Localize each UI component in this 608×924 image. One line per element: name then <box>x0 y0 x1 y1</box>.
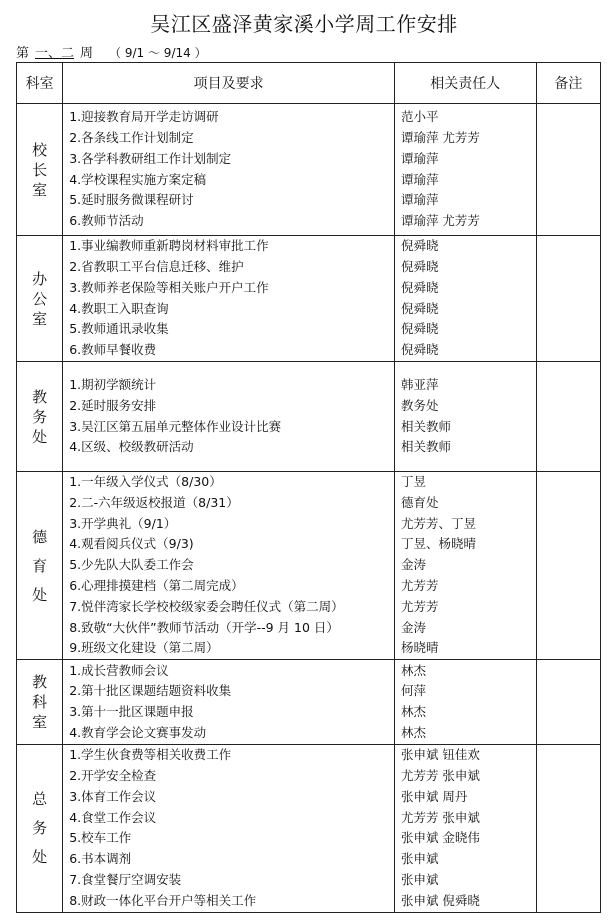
task-item: 8.财政一体化平台开户等相关工作 <box>69 892 257 908</box>
responsible-person: 金涛 <box>400 619 426 635</box>
responsible-person: 林杰 <box>400 724 426 740</box>
task-item: 6.书本调剂 <box>69 851 132 867</box>
week-numbers: 一、二 <box>35 46 75 61</box>
week-suffix: 周 <box>80 46 94 61</box>
responsible-person: 张申斌 周丹 <box>400 788 468 804</box>
dept-char: 室 <box>32 309 48 328</box>
task-item: 1.一年级入学仪式（8/30） <box>69 474 222 489</box>
dept-char: 教 <box>32 673 48 692</box>
responsible-person: 林杰 <box>400 662 426 678</box>
responsible-person: 尤芳芳 <box>400 577 439 593</box>
responsible-person: 谭瑜萍 <box>400 150 439 166</box>
task-item: 7.食堂餐厅空调安装 <box>69 871 182 887</box>
responsible-person: 张申斌 倪舜晓 <box>400 892 480 908</box>
task-item: 5.延时服务微课程研讨 <box>69 192 194 208</box>
document-title: 吴江区盛泽黄家溪小学周工作安排 <box>150 12 458 36</box>
dept-char: 处 <box>32 585 48 604</box>
items-cell <box>63 745 395 912</box>
responsible-person: 相关教师 <box>400 418 451 434</box>
table-row <box>17 362 601 472</box>
task-item: 2.各条线工作计划制定 <box>69 129 194 145</box>
dept-char: 德 <box>32 527 48 546</box>
dept-char: 总 <box>32 790 48 809</box>
remark-cell <box>536 745 600 912</box>
dept-cell <box>17 362 63 472</box>
header-people: 相关责任人 <box>394 63 536 104</box>
responsible-person: 韩亚萍 <box>400 376 439 392</box>
responsible-person: 尤芳芳、丁昱 <box>400 515 476 531</box>
task-item: 3.第十一批区课题申报 <box>69 704 194 720</box>
task-item: 5.校车工作 <box>69 830 132 846</box>
task-item: 5.教师通讯录收集 <box>69 321 169 337</box>
schedule-table <box>16 62 601 913</box>
responsible-person: 倪舜晓 <box>400 279 439 295</box>
people-cell <box>394 236 536 362</box>
responsible-person: 谭瑜萍 尤芳芳 <box>400 129 480 145</box>
responsible-person: 倪舜晓 <box>400 258 439 274</box>
responsible-person: 相关教师 <box>400 439 451 455</box>
dept-cell <box>17 660 63 745</box>
dept-char: 处 <box>32 848 48 867</box>
responsible-person: 尤芳芳 <box>400 598 439 614</box>
remark-cell <box>536 472 600 660</box>
responsible-person: 教务处 <box>400 397 439 413</box>
responsible-person: 丁昱、杨晓晴 <box>400 536 476 552</box>
items-cell <box>63 472 395 660</box>
remark-cell <box>536 362 600 472</box>
table-row <box>17 660 601 745</box>
task-item: 4.观看阅兵仪式（9/3) <box>69 536 194 552</box>
table-row <box>17 472 601 660</box>
task-item: 4.教育学会论文赛事发动 <box>69 724 207 740</box>
dept-char: 务 <box>32 819 48 838</box>
dept-cell <box>17 236 63 362</box>
responsible-person: 张申斌 钮佳欢 <box>400 747 480 763</box>
dept-char: 育 <box>32 556 48 575</box>
date-range: （ 9/1 〜 9/14 ） <box>109 46 207 60</box>
responsible-person: 尤芳芳 张申斌 <box>400 767 480 783</box>
task-item: 1.迎接教育局开学走访调研 <box>69 109 219 125</box>
table-row <box>17 236 601 362</box>
table-header-row <box>17 63 601 104</box>
dept-cell <box>17 104 63 236</box>
people-cell <box>394 104 536 236</box>
task-item: 2.延时服务安排 <box>69 397 157 413</box>
task-item: 2.开学安全检查 <box>69 767 157 783</box>
task-item: 3.开学典礼（9/1） <box>69 515 177 531</box>
responsible-person: 谭瑜萍 <box>400 192 439 208</box>
responsible-person: 张申斌 金晓伟 <box>400 830 480 846</box>
dept-char: 教 <box>32 387 48 406</box>
people-cell <box>394 472 536 660</box>
dept-char: 校 <box>32 140 48 159</box>
week-prefix: 第 <box>16 46 30 61</box>
dept-char: 科 <box>32 693 48 712</box>
remark-cell <box>536 236 600 362</box>
people-cell <box>394 745 536 912</box>
dept-char: 室 <box>32 713 48 732</box>
responsible-person: 范小平 <box>400 109 439 125</box>
task-item: 6.教师早餐收费 <box>69 342 157 358</box>
remark-cell <box>536 660 600 745</box>
responsible-person: 张申斌 <box>400 871 439 887</box>
responsible-person: 谭瑜萍 <box>400 171 439 187</box>
dept-char: 室 <box>32 180 48 199</box>
task-item: 9.班级文化建设（第二周） <box>69 640 219 656</box>
task-item: 5.少先队大队委工作会 <box>69 557 194 573</box>
responsible-person: 金涛 <box>400 557 426 573</box>
task-item: 4.区级、校级教研活动 <box>69 439 194 455</box>
task-item: 6.教师节活动 <box>69 213 144 229</box>
items-cell <box>63 362 395 472</box>
header-dept: 科室 <box>17 63 63 104</box>
task-item: 3.各学科教研组工作计划制定 <box>69 150 232 166</box>
responsible-person: 倪舜晓 <box>400 342 439 358</box>
responsible-person: 倪舜晓 <box>400 238 439 254</box>
dept-char: 处 <box>32 427 48 446</box>
responsible-person: 德育处 <box>400 494 439 510</box>
task-item: 6.心理排摸建档（第二周完成） <box>69 577 244 593</box>
dept-char: 办 <box>32 269 48 288</box>
people-cell <box>394 660 536 745</box>
task-item: 1.学生伙食费等相关收费工作 <box>69 747 232 763</box>
responsible-person: 何萍 <box>400 683 426 699</box>
task-item: 2.省教职工平台信息迁移、维护 <box>69 258 244 274</box>
week-range-line <box>16 42 207 61</box>
dept-char: 长 <box>32 160 48 179</box>
remark-cell <box>536 104 600 236</box>
responsible-person: 尤芳芳 张申斌 <box>400 809 480 825</box>
items-cell <box>63 660 395 745</box>
dept-cell <box>17 745 63 912</box>
responsible-person: 倪舜晓 <box>400 300 439 316</box>
table-row <box>17 104 601 236</box>
task-item: 1.期初学额统计 <box>69 376 157 392</box>
dept-cell <box>17 472 63 660</box>
task-item: 3.教师养老保险等相关账户开户工作 <box>69 279 269 295</box>
dept-char: 务 <box>32 407 48 426</box>
task-item: 3.吴江区第五届单元整体作业设计比赛 <box>69 418 282 434</box>
people-cell <box>394 362 536 472</box>
responsible-person: 谭瑜萍 尤芳芳 <box>400 213 480 229</box>
responsible-person: 林杰 <box>400 704 426 720</box>
task-item: 1.事业编教师重新聘岗材料审批工作 <box>69 238 269 254</box>
header-items: 项目及要求 <box>63 63 395 104</box>
task-item: 7.悦伴湾家长学校校级家委会聘任仪式（第二周） <box>69 598 344 614</box>
task-item: 4.教职工入职查询 <box>69 300 169 316</box>
task-item: 2.二-六年级返校报道（8/31） <box>69 494 239 510</box>
task-item: 2.第十批区课题结题资料收集 <box>69 683 232 699</box>
items-cell <box>63 236 395 362</box>
task-item: 4.学校课程实施方案定稿 <box>69 171 207 187</box>
responsible-person: 倪舜晓 <box>400 321 439 337</box>
responsible-person: 丁昱 <box>400 474 426 489</box>
dept-char: 公 <box>32 289 48 308</box>
task-item: 3.体育工作会议 <box>69 788 157 804</box>
header-remark: 备注 <box>536 63 600 104</box>
task-item: 1.成长营教师会议 <box>69 662 169 678</box>
responsible-person: 张申斌 <box>400 851 439 867</box>
items-cell <box>63 104 395 236</box>
task-item: 8.致敬“大伙伴”教师节活动（开学--9 月 10 日） <box>69 619 339 635</box>
responsible-person: 杨晓晴 <box>400 640 439 656</box>
task-item: 4.食堂工作会议 <box>69 809 157 825</box>
table-row <box>17 745 601 912</box>
